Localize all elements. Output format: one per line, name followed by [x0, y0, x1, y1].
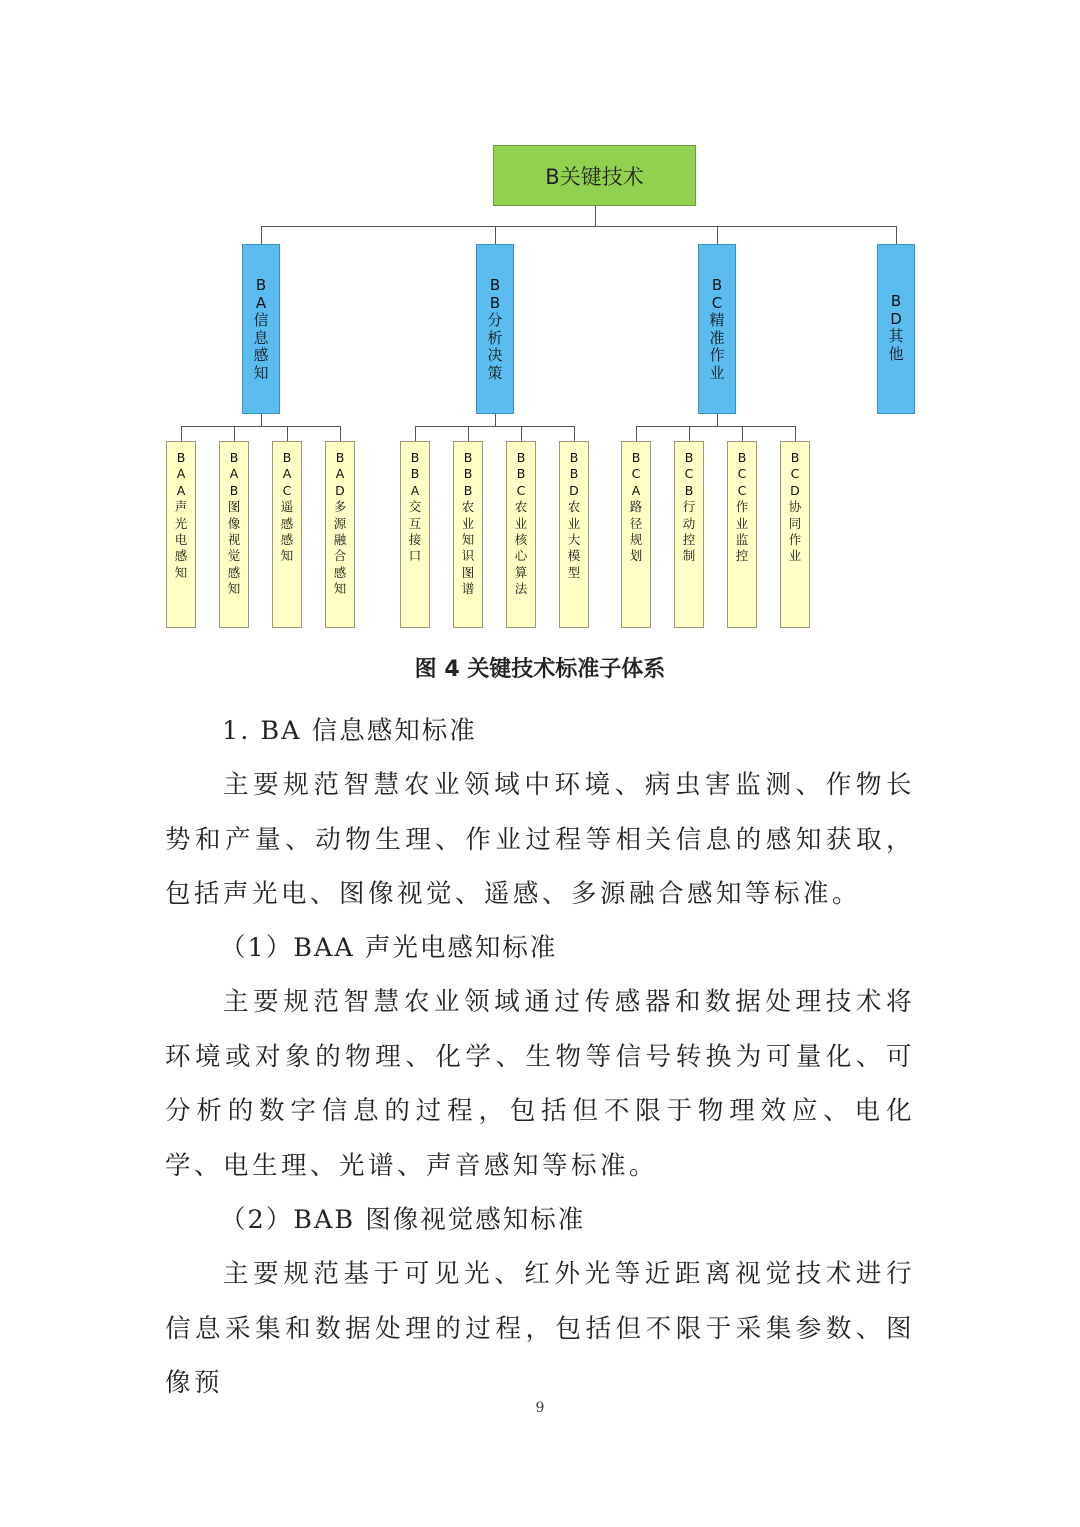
node-label-char: 作: [788, 532, 802, 548]
node-label-char: B: [631, 450, 641, 465]
subsection-heading: （2）BAB 图像视觉感知标准: [220, 1205, 586, 1235]
node-label-char: C: [737, 482, 747, 498]
node-label-char: B: [711, 276, 723, 294]
node-label-char: 合: [333, 548, 347, 564]
node-label-char: A: [176, 466, 186, 482]
node-label-char: 息: [253, 328, 269, 347]
node-label-char: 作: [709, 346, 725, 364]
connector: [574, 426, 575, 441]
node-label-char: 动: [682, 515, 696, 531]
node-bc-precision-operation: [698, 244, 736, 414]
connector: [636, 426, 637, 441]
node-label-char: 声: [174, 499, 188, 515]
node-label-char: 协: [788, 499, 802, 515]
figure-caption: 图 4 关键技术标准子体系: [414, 657, 666, 682]
connector: [181, 426, 341, 427]
node-label-char: 多: [333, 499, 347, 515]
node-label-char: 大: [567, 532, 581, 548]
node-label-char: 视: [227, 532, 241, 548]
node-label-char: 农: [514, 499, 528, 515]
node-label-char: 业: [788, 548, 802, 564]
node-label-char: 控: [735, 548, 749, 564]
node-label-char: 算: [514, 564, 528, 580]
connector: [742, 426, 743, 441]
node-label-char: B: [684, 482, 694, 498]
node-label-char: 路: [629, 499, 643, 515]
node-label-char: 互: [408, 515, 422, 531]
connector: [896, 226, 897, 244]
node-label-char: 源: [333, 515, 347, 531]
node-label-char: 精: [709, 311, 725, 329]
node-label-char: 业: [709, 363, 725, 382]
connector: [261, 226, 897, 227]
node-label-char: 策: [487, 363, 503, 382]
node-label-char: D: [790, 482, 800, 498]
node-label-char: D: [890, 309, 902, 328]
node-label-char: 口: [408, 548, 422, 564]
section-heading: 1. BA 信息感知标准: [222, 716, 477, 746]
node-label-char: B: [569, 466, 579, 482]
node-label-char: 图: [461, 564, 475, 580]
node-label-char: B: [737, 450, 747, 465]
node-label-char: 感: [280, 532, 294, 548]
node-label-char: 知: [174, 564, 188, 580]
node-label-char: 控: [682, 532, 696, 548]
node-label-char: 析: [487, 328, 503, 347]
node-label-char: 感: [227, 564, 241, 580]
node-label-char: 心: [514, 548, 528, 564]
node-label-char: 制: [682, 548, 696, 564]
node-bbc-core-algorithm: [506, 441, 536, 628]
node-label-char: 业: [735, 515, 749, 531]
node-label-char: 作: [735, 499, 749, 515]
node-label-char: 模: [567, 548, 581, 564]
node-bac-remote-sensing: [272, 441, 302, 628]
node-label-char: A: [631, 482, 641, 498]
node-label-char: 农: [461, 499, 475, 515]
node-label-char: 农: [567, 499, 581, 515]
node-label-char: 监: [735, 532, 749, 548]
connector: [234, 426, 235, 441]
node-label-char: 信: [253, 311, 269, 329]
node-label-char: B: [516, 450, 526, 465]
node-label-char: B: [282, 450, 292, 465]
node-label-char: B: [684, 450, 694, 465]
connector: [689, 426, 690, 441]
node-bab-image-vision: [219, 441, 249, 628]
page-number: 9: [535, 1400, 545, 1416]
connector: [415, 426, 416, 441]
node-label-char: 感: [333, 564, 347, 580]
node-label-char: 感: [253, 346, 269, 364]
connector: [795, 426, 796, 441]
node-label-char: 业: [567, 515, 581, 531]
node-label-char: 融: [333, 532, 347, 548]
node-label-char: B: [410, 450, 420, 465]
node-label-char: C: [711, 293, 723, 312]
connector: [340, 426, 341, 441]
node-label-char: 径: [629, 515, 643, 531]
connector: [415, 426, 575, 427]
node-label-char: B: [489, 276, 501, 294]
node-label-char: 型: [567, 564, 581, 580]
node-label-char: 其: [888, 327, 904, 345]
node-label-char: A: [255, 293, 267, 312]
node-label-char: 识: [461, 548, 475, 564]
node-label-char: 业: [514, 515, 528, 531]
node-label-char: 知: [253, 363, 269, 382]
node-bcb-action-control: [674, 441, 704, 628]
node-label-char: 光: [174, 515, 188, 531]
node-ba-info-sensing: [242, 244, 280, 414]
node-label-char: 知: [227, 581, 241, 597]
connector: [495, 226, 496, 244]
node-label-char: B: [229, 482, 239, 498]
node-label-char: C: [516, 482, 526, 498]
node-label-char: D: [335, 482, 345, 498]
node-label-char: C: [790, 466, 800, 482]
node-label-char: 他: [888, 344, 904, 363]
node-label-char: D: [569, 482, 579, 498]
paragraph: 主要规范基于可见光、红外光等近距离视觉技术进行信息采集和数据处理的过程，包括但不限于采集参数、图像预: [165, 1259, 915, 1398]
node-label-char: B: [463, 450, 473, 465]
node-label-char: C: [737, 466, 747, 482]
node-label-char: 交: [408, 499, 422, 515]
connector: [717, 414, 718, 426]
node-label-char: B: [229, 450, 239, 465]
connector: [521, 426, 522, 441]
node-label-char: B: [516, 466, 526, 482]
node-label-char: 法: [514, 581, 528, 597]
node-label-char: 划: [629, 548, 643, 564]
node-label-char: 图: [227, 499, 241, 515]
subsection-heading: （1）BAA 声光电感知标准: [220, 933, 558, 963]
node-label-char: 准: [709, 328, 725, 347]
connector: [287, 426, 288, 441]
node-bcc-operation-monitoring: [727, 441, 757, 628]
node-label-char: B: [463, 482, 473, 498]
node-bca-path-planning: [621, 441, 651, 628]
node-label-char: B: [790, 450, 800, 465]
node-label-char: 知: [280, 548, 294, 564]
node-bbd-large-model: [559, 441, 589, 628]
node-label-char: B: [335, 450, 345, 465]
paragraph: 主要规范智慧农业领域通过传感器和数据处理技术将环境或对象的物理、化学、生物等信号转换为可量化、可分析的数字信息的过程，包括但不限于物理效应、电化学、电生理、光谱、声音感知等标准。: [165, 987, 915, 1181]
node-label-char: 感: [280, 515, 294, 531]
node-bbb-knowledge-graph: [453, 441, 483, 628]
node-label-char: 感: [174, 548, 188, 564]
node-label-char: A: [282, 466, 292, 482]
node-label-char: 像: [227, 515, 241, 531]
connector: [636, 426, 796, 427]
node-label-char: 行: [682, 499, 696, 515]
node-label-char: 同: [788, 515, 802, 531]
node-label-char: C: [282, 482, 292, 498]
node-label-char: 谱: [461, 581, 475, 597]
root-node-key-technology: B关键技术: [493, 145, 696, 206]
node-bad-multisource-fusion: [325, 441, 355, 628]
node-label-char: A: [410, 482, 420, 498]
connector: [468, 426, 469, 441]
connector: [717, 226, 718, 244]
node-label-char: 分: [487, 311, 503, 329]
node-baa-acousto-optic-electric: [166, 441, 196, 628]
node-label-char: B: [890, 292, 902, 310]
node-label-char: B: [463, 466, 473, 482]
paragraph: 主要规范智慧农业领域中环境、病虫害监测、作物长势和产量、动物生理、作业过程等相关信息的感知获取，包括声光电、图像视觉、遥感、多源融合感知等标准。: [165, 770, 915, 909]
node-bb-analysis-decision: [476, 244, 514, 414]
node-label-char: 知: [333, 581, 347, 597]
node-label-char: A: [335, 466, 345, 482]
node-label-char: 觉: [227, 548, 241, 564]
node-label-char: A: [176, 482, 186, 498]
node-label-char: B: [255, 276, 267, 294]
connector: [261, 226, 262, 244]
node-label-char: 电: [174, 532, 188, 548]
connector: [495, 414, 496, 426]
node-label-char: 决: [487, 346, 503, 364]
node-bba-interaction-interface: [400, 441, 430, 628]
node-label-char: B: [569, 450, 579, 465]
node-label-char: 遥: [280, 499, 294, 515]
node-label-char: C: [684, 466, 694, 482]
node-label-char: 接: [408, 532, 422, 548]
node-label-char: 规: [629, 532, 643, 548]
node-label-char: A: [229, 466, 239, 482]
node-label-char: 知: [461, 532, 475, 548]
node-label-char: B: [410, 466, 420, 482]
node-bd-other: [877, 244, 915, 414]
node-label-char: C: [631, 466, 641, 482]
connector: [181, 426, 182, 441]
connector: [261, 414, 262, 426]
node-bcd-collaborative-operation: [780, 441, 810, 628]
node-label-char: B: [489, 293, 501, 312]
node-label-char: 业: [461, 515, 475, 531]
node-label-char: B: [176, 450, 186, 465]
node-label-char: 核: [514, 532, 528, 548]
connector: [595, 206, 596, 226]
